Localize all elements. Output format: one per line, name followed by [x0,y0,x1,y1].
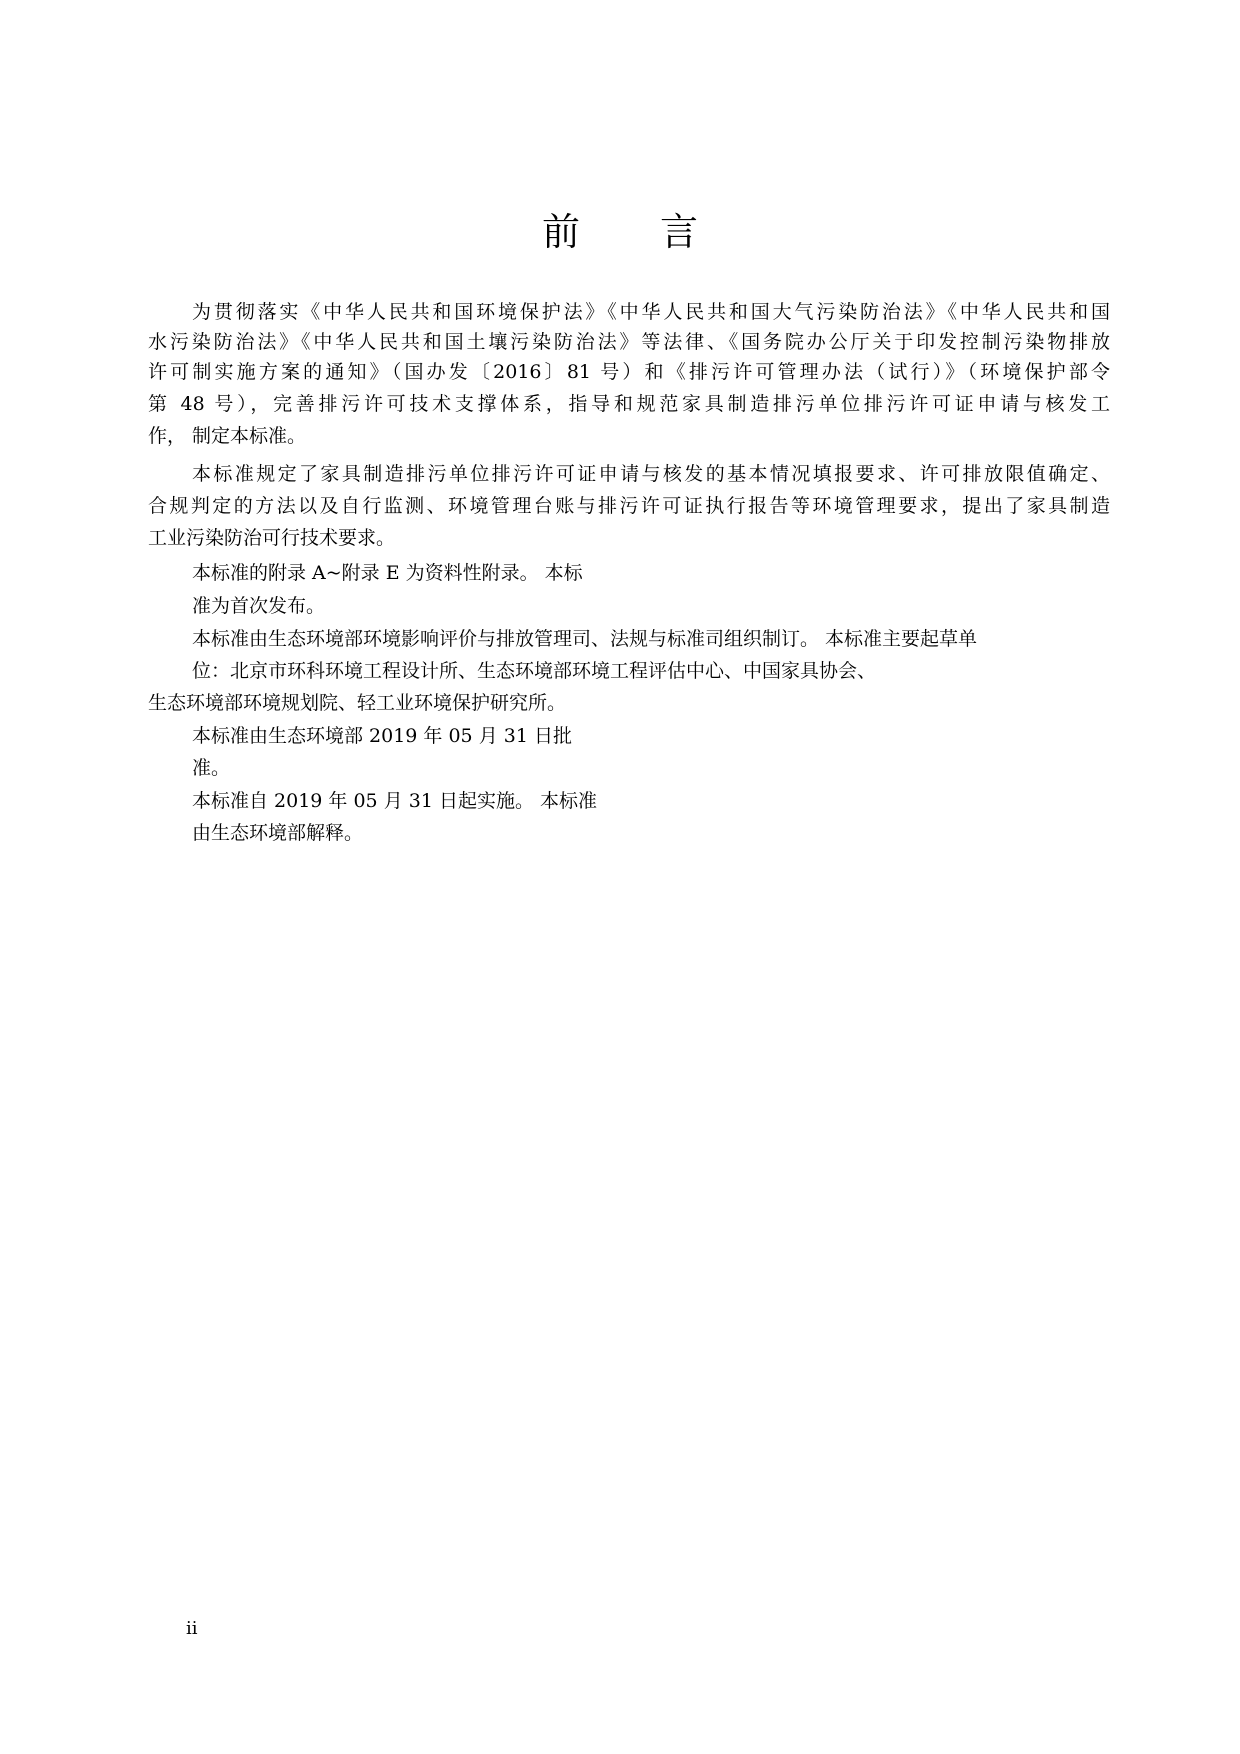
paragraph-5-line-2: 准。 [192,757,231,779]
paragraph-1-line-5: 作， 制定本标准。 [148,425,307,447]
paragraph-1-line-4: 第 48 号），完善排污许可技术支撑体系，指导和规范家具制造排污单位排污许可证申请与核发工 [148,393,1110,415]
paragraph-1-line-1: 为贯彻落实《中华人民共和国环境保护法》《中华人民共和国大气污染防治法》《中华人民共和国 [192,301,1110,323]
paragraph-6-line-2: 由生态环境部解释。 [192,822,364,844]
page-title: 前 言 [541,210,733,254]
paragraph-2-line-2: 合规判定的方法以及自行监测、环境管理台账与排污许可证执行报告等环境管理要求，提出了家具制造 [148,495,1110,517]
paragraph-2-line-3: 工业污染防治可行技术要求。 [148,527,396,549]
paragraph-3-line-1: 本标准的附录 A~附录 E 为资料性附录。 本标 [192,562,583,584]
paragraph-4-line-1: 本标准由生态环境部环境影响评价与排放管理司、法规与标准司组织制订。 本标准主要起草单 [192,628,978,650]
paragraph-1-line-2: 水污染防治法》《中华人民共和国土壤污染防治法》等法律、《国务院办公厅关于印发控制污染物排放 [148,331,1110,353]
paragraph-4-line-3: 生态环境部环境规划院、轻工业环境保护研究所。 [148,692,567,714]
paragraph-2-line-1: 本标准规定了家具制造排污单位排污许可证申请与核发的基本情况填报要求、许可排放限值确定、 [192,463,1110,485]
paragraph-6-line-1: 本标准自 2019 年 05 月 31 日起实施。 本标准 [192,790,597,812]
paragraph-1-line-3: 许可制实施方案的通知》（国办发〔2016〕81 号）和《排污许可管理办法（试行）》（环境保护部令 [148,361,1110,383]
paragraph-4-line-2: 位：北京市环科环境工程设计所、生态环境部环境工程评估中心、中国家具协会、 [192,660,877,682]
page-number: ii [186,1618,198,1639]
paragraph-3-line-2: 准为首次发布。 [192,595,326,617]
paragraph-5-line-1: 本标准由生态环境部 2019 年 05 月 31 日批 [192,725,572,747]
